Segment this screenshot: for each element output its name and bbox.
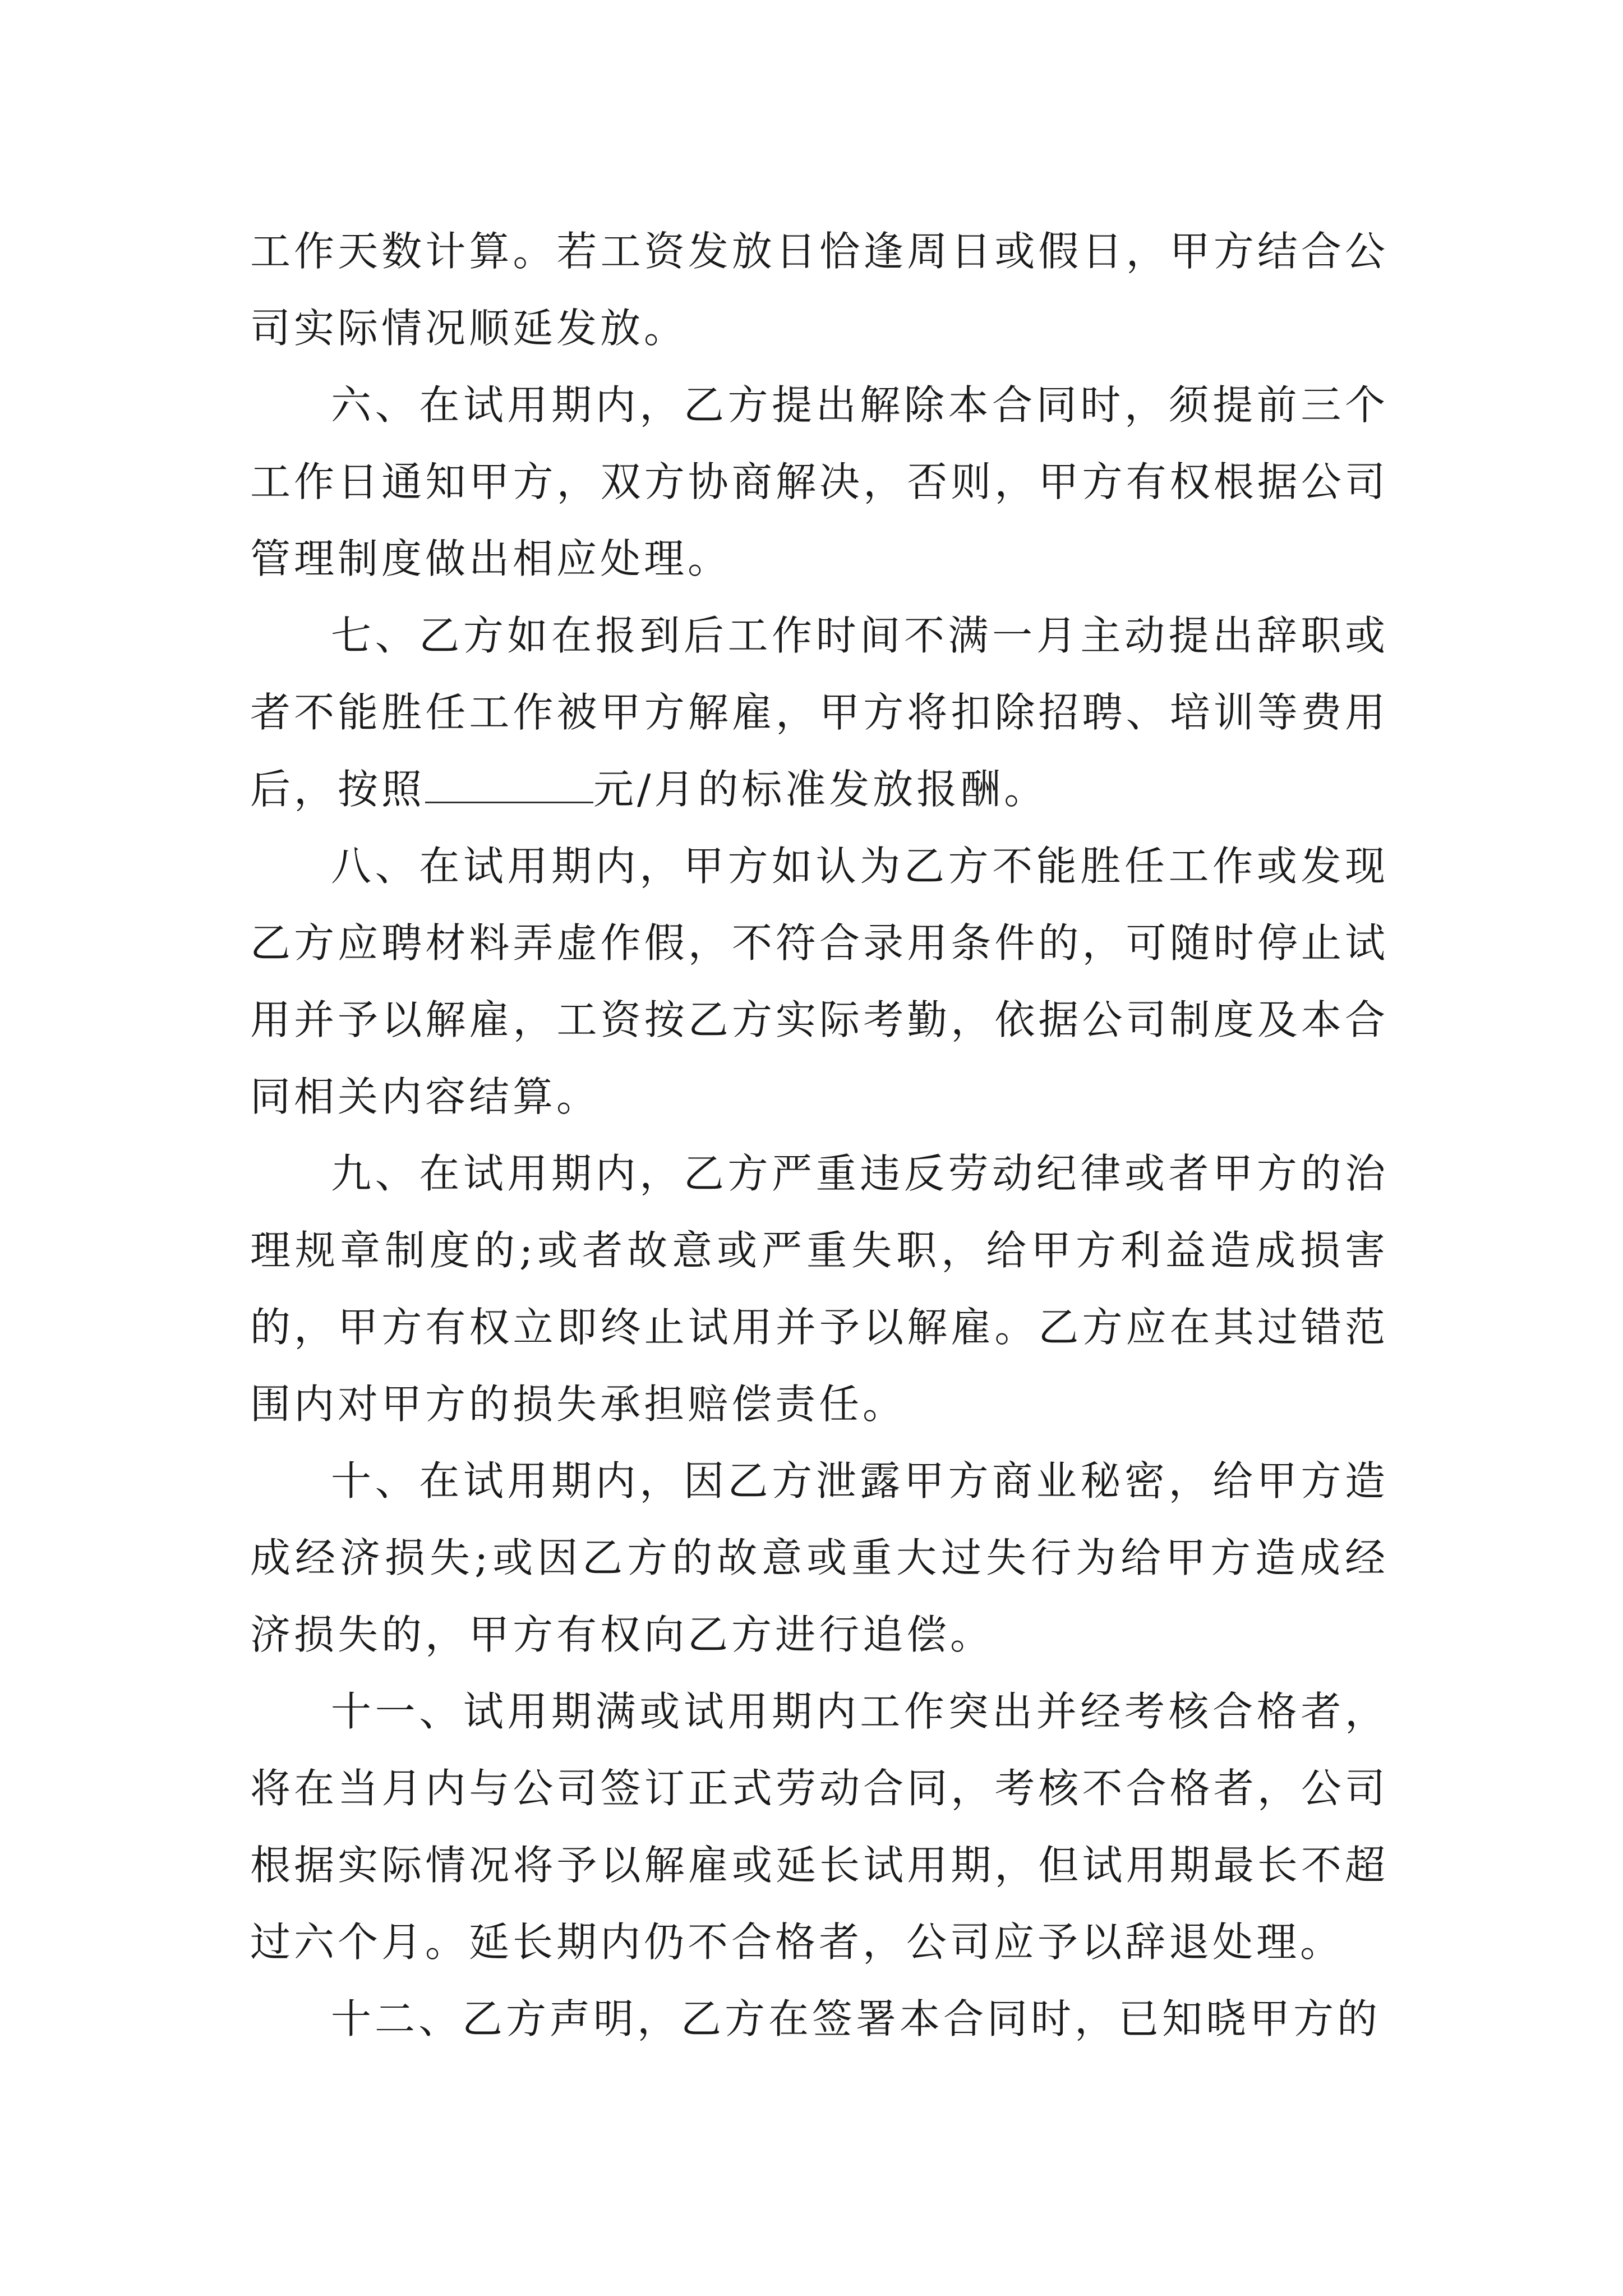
clause-11: 十一、试用期满或试用期内工作突出并经考核合格者，将在当月内与公司签订正式劳动合同，考核不合格者，公司根据实际情况将予以解雇或延长试用期，但试用期最长不超过六个月。延长期内仍不合格者，公司应予以辞退处理。 [250, 1688, 1389, 1966]
clause-7-text-before: 七、乙方如在报到后工作时间不满一月主动提出辞职或者不能胜任工作被甲方解雇，甲方将扣除招聘、培训等费用后，按照 [250, 612, 1389, 813]
clause-8: 八、在试用期内，甲方如认为乙方不能胜任工作或发现乙方应聘材料弄虚作假，不符合录用条件的，可随时停止试用并予以解雇，工资按乙方实际考勤，依据公司制度及本合同相关内容结算。 [250, 843, 1389, 1120]
clause-7-text-after: 元/月的标准发放报酬。 [593, 766, 1048, 813]
clause-12: 十二、乙方声明，乙方在签署本合同时，已知晓甲方的 [331, 1995, 1381, 2042]
salary-blank-field [425, 769, 593, 803]
clause-6: 六、在试用期内，乙方提出解除本合同时，须提前三个工作日通知甲方，双方协商解决，否则，甲方有权根据公司管理制度做出相应处理。 [250, 381, 1389, 582]
clause-9: 九、在试用期内，乙方严重违反劳动纪律或者甲方的治理规章制度的;或者故意或严重失职，给甲方利益造成损害的，甲方有权立即终止试用并予以解雇。乙方应在其过错范围内对甲方的损失承担赔偿责任。 [250, 1150, 1389, 1428]
clause-10: 十、在试用期内，因乙方泄露甲方商业秘密，给甲方造成经济损失;或因乙方的故意或重大过失行为给甲方造成经济损失的，甲方有权向乙方进行追偿。 [250, 1457, 1389, 1658]
paragraph-continuation: 工作天数计算。若工资发放日恰逢周日或假日，甲方结合公司实际情况顺延发放。 [250, 228, 1389, 352]
clause-7 [250, 597, 1389, 828]
contract-body [250, 213, 1389, 2058]
